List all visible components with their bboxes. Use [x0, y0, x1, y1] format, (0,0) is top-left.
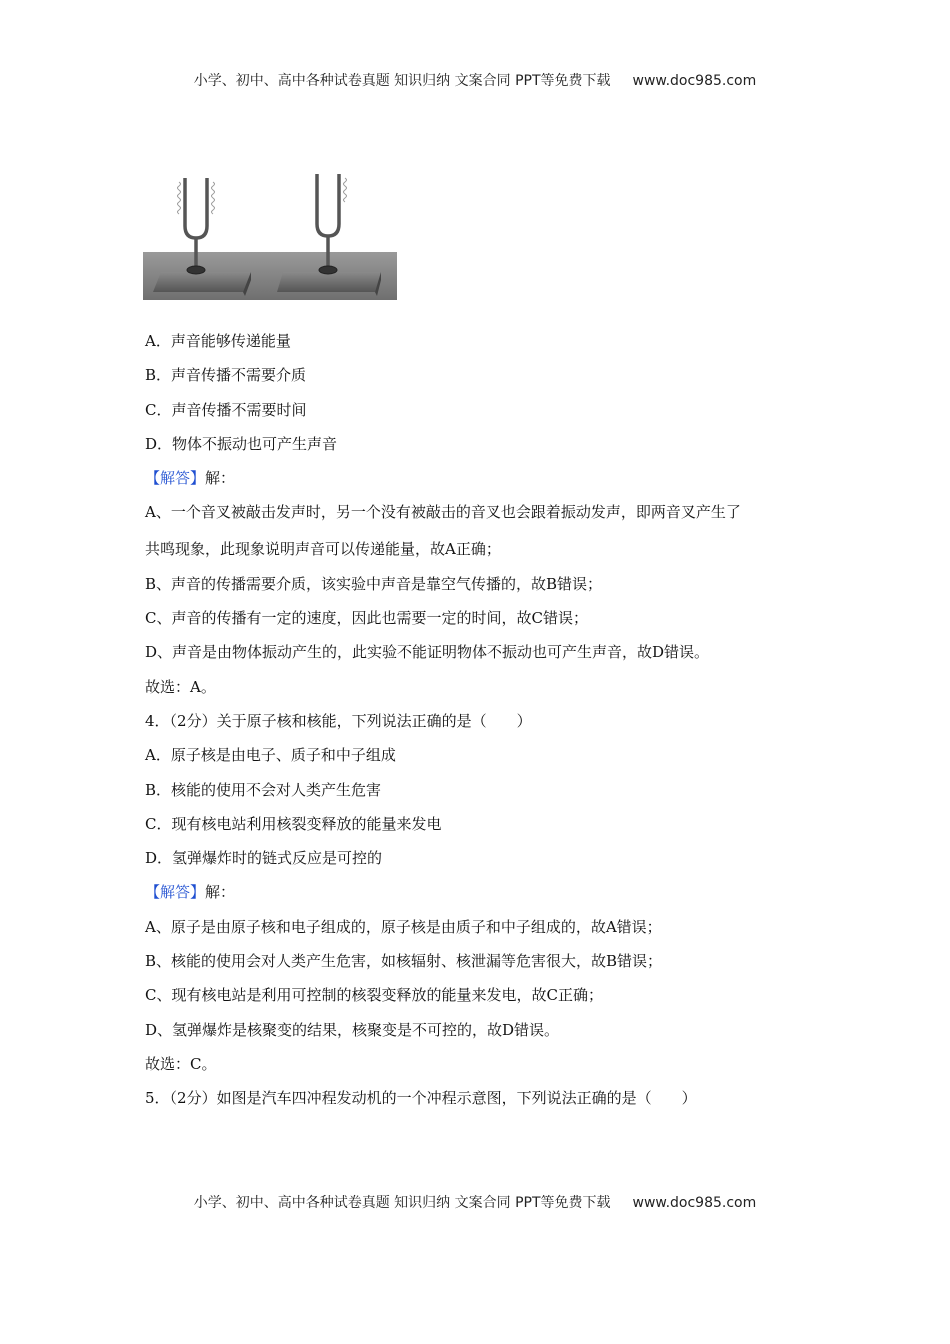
q3-analysis-line: A、一个音叉被敲击发声时，另一个没有被敲击的音叉也会跟着振动发声，即两音叉产生了 [145, 503, 741, 522]
footer-site: www.doc985.com [632, 1195, 757, 1211]
q4-answer-suffix: 解： [205, 883, 236, 902]
q4-option-c: C．现有核电站利用核裂变释放的能量来发电 [145, 814, 442, 833]
q3-analysis-line: 共鸣现象，此现象说明声音可以传递能量，故A正确； [145, 540, 501, 559]
footer-text: 小学、初中、高中各种试卷真题 知识归纳 文案合同 PPT等免费下载 [193, 1195, 611, 1211]
tuning-fork-figure [143, 168, 397, 300]
q3-analysis-line: B、声音的传播需要介质，该实验中声音是靠空气传播的，故B错误； [145, 574, 603, 593]
q4-answer-tag: 【解答】 [145, 883, 206, 902]
q3-answer-tag: 【解答】 [145, 469, 206, 488]
q3-analysis-line: C、声音的传播有一定的速度，因此也需要一定的时间，故C错误； [145, 609, 588, 628]
q3-option-c: C．声音传播不需要时间 [145, 400, 307, 419]
q4-option-a: A．原子核是由电子、质子和中子组成 [145, 746, 396, 765]
q3-conclusion: 故选：A。 [145, 677, 216, 696]
q4-analysis-line: A、原子是由原子核和电子组成的，原子核是由质子和中子组成的，故A错误； [145, 917, 662, 936]
q3-answer-heading [145, 465, 815, 499]
q3-answer-suffix: 解： [205, 469, 236, 488]
header-text: 小学、初中、高中各种试卷真题 知识归纳 文案合同 PPT等免费下载 [193, 73, 611, 89]
q3-option-d: D．物体不振动也可产生声音 [145, 434, 338, 453]
q4-option-b: B．核能的使用不会对人类产生危害 [145, 780, 382, 799]
header-site: www.doc985.com [632, 73, 757, 89]
q4-analysis-line: C、现有核电站是利用可控制的核裂变释放的能量来发电，故C正确； [145, 986, 603, 1005]
q3-analysis-line: D、声音是由物体振动产生的，此实验不能证明物体不振动也可产生声音，故D错误。 [145, 643, 710, 662]
q5-stem: 5．（2分）如图是汽车四冲程发动机的一个冲程示意图，下列说法正确的是（ ） [145, 1089, 697, 1108]
q4-option-d: D．氢弹爆炸时的链式反应是可控的 [145, 849, 383, 868]
page-content [145, 328, 815, 1120]
q4-analysis-line: D、氢弹爆炸是核聚变的结果，核聚变是不可控的，故D错误。 [145, 1020, 560, 1039]
q4-analysis-line: B、核能的使用会对人类产生危害，如核辐射、核泄漏等危害很大，故B错误； [145, 952, 663, 971]
q3-option-a: A．声音能够传递能量 [145, 332, 291, 350]
q3-option-b: B．声音传播不需要介质 [145, 366, 307, 385]
page-footer [0, 1192, 950, 1212]
q4-stem: 4．（2分）关于原子核和核能，下列说法正确的是（ ） [145, 711, 532, 730]
page-header [0, 70, 950, 90]
q4-conclusion: 故选：C。 [145, 1054, 217, 1073]
q4-answer-heading [145, 879, 815, 913]
